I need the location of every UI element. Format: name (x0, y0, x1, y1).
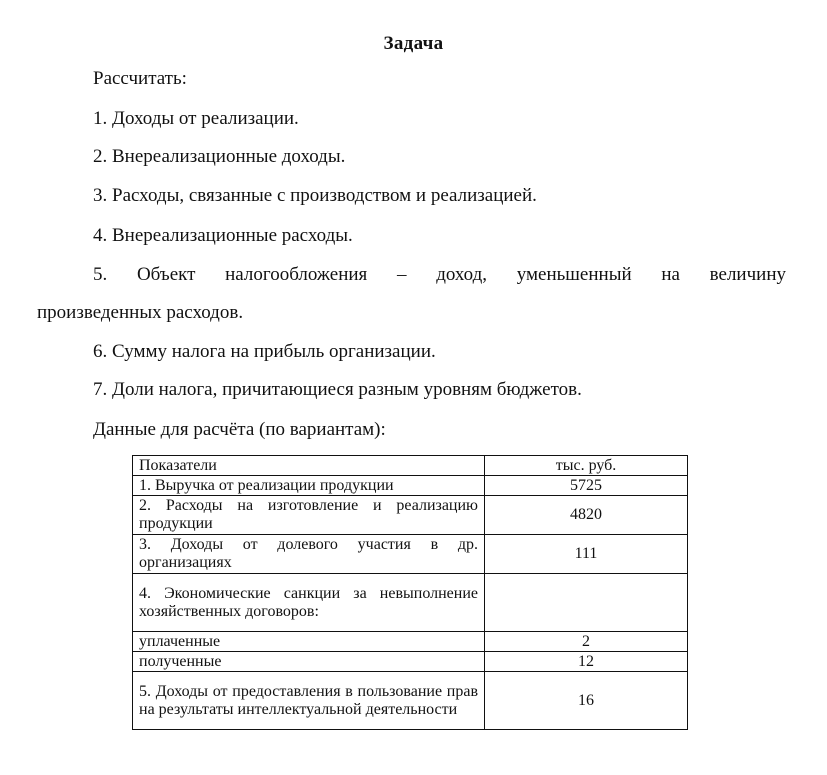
data-table (132, 455, 688, 730)
table-cell-value: 2 (485, 632, 688, 652)
table-cell-label: 1. Выручка от реализации продукции (133, 476, 485, 496)
table-cell-label: 3. Доходы от долевого участия в др. организациях (133, 535, 485, 574)
table-cell-label: уплаченные (133, 632, 485, 652)
table-row (133, 632, 688, 652)
table-row (133, 476, 688, 496)
table-row (133, 652, 688, 672)
table-header-cell: тыс. руб. (485, 456, 688, 476)
table-cell-label: 4. Экономические санкции за невыполнение хозяйственных договоров: (133, 574, 485, 632)
task-item-3: 3. Расходы, связанные с производством и реализацией. (93, 185, 537, 206)
task-item-5: 5. Объект налогообложения – доход, уменьшенный на величину (93, 264, 786, 285)
table-cell-label: 2. Расходы на изготовление и реализацию продукции (133, 496, 485, 535)
table-row (133, 574, 688, 632)
table-header-cell: Показатели (133, 456, 485, 476)
task-item-6: 6. Сумму налога на прибыль организации. (93, 341, 436, 362)
table-cell-value (485, 574, 688, 632)
table-cell-value: 5725 (485, 476, 688, 496)
table-cell-label: 5. Доходы от предоставления в пользование прав на результаты интеллектуальной деятельности (133, 672, 485, 730)
document-title: Задача (383, 33, 444, 54)
task-item-4: 4. Внереализационные расходы. (93, 225, 353, 246)
table-cell-value: 111 (485, 535, 688, 574)
table-cell-value: 16 (485, 672, 688, 730)
table-row (133, 672, 688, 730)
data-intro-text: Данные для расчёта (по вариантам): (93, 419, 386, 440)
task-item-2: 2. Внереализационные доходы. (93, 146, 346, 167)
task-item-1: 1. Доходы от реализации. (93, 108, 299, 129)
task-item-7: 7. Доли налога, причитающиеся разным уровням бюджетов. (93, 379, 582, 400)
task-item-5-continuation: произведенных расходов. (37, 302, 244, 323)
table-cell-label: полученные (133, 652, 485, 672)
intro-text: Рассчитать: (93, 68, 187, 89)
table-cell-value: 12 (485, 652, 688, 672)
table-cell-value: 4820 (485, 496, 688, 535)
table-row (133, 535, 688, 574)
table-row (133, 496, 688, 535)
table-header-row (133, 456, 688, 476)
